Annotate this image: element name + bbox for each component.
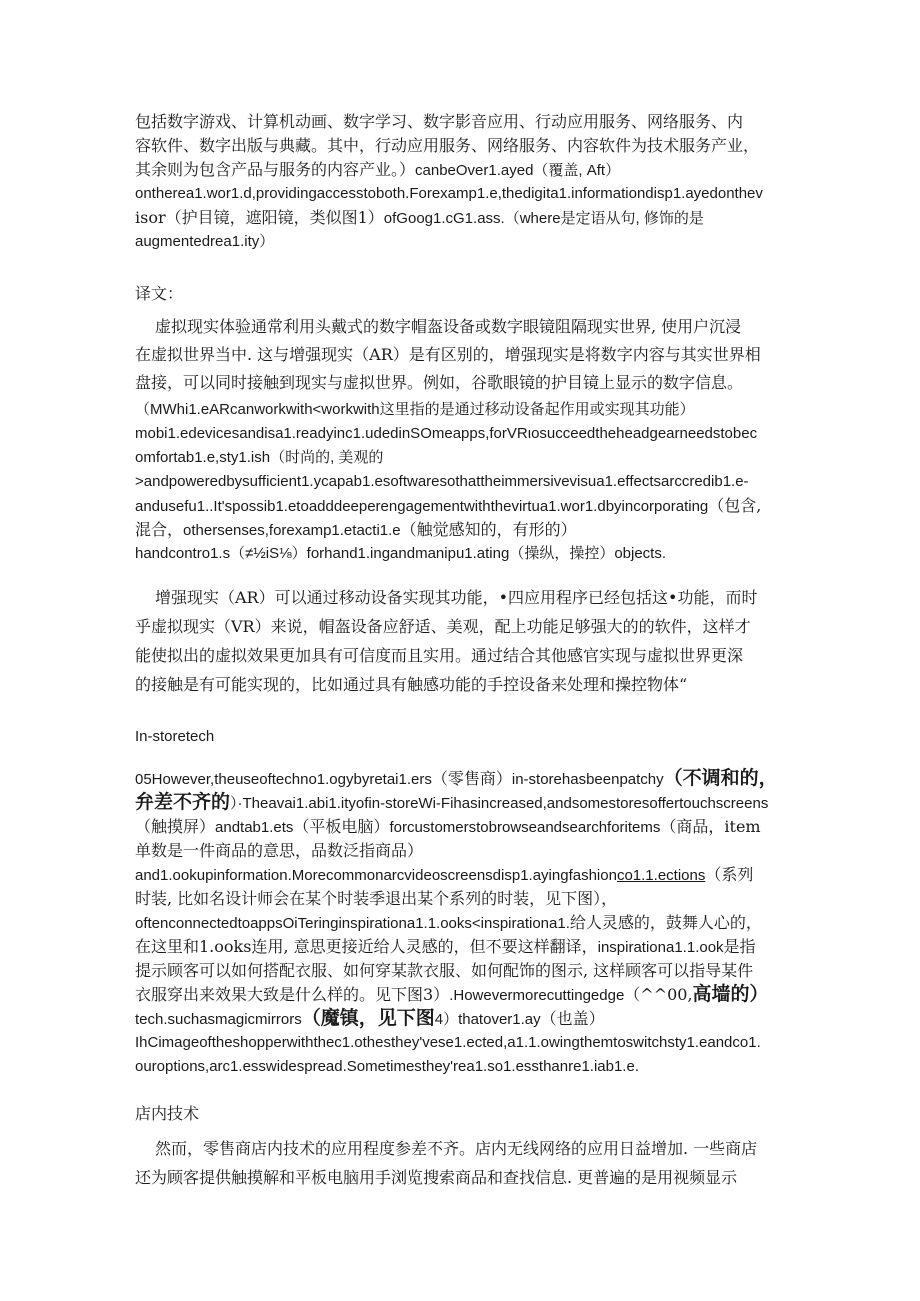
paragraph-translation-instore [135,1134,790,1192]
text-run: （系列 [705,865,754,884]
text-run: .Howevermorecuttingedge [449,987,625,1004]
text-line [135,815,790,839]
text-run: 混合， [135,520,184,539]
text-line: （MWhi1.eARcanworkwith<workwith这里指的是通过移动设备起作用或实现其功能） [135,401,695,418]
text-line: 的接触是有可能实现的，比如通过具有触感功能的手控设备来处理和操控物体“ [135,675,688,694]
text-run: ofGoog1.cG1.ass.（where是定语从句, 修饰的是 [383,210,704,227]
text-line: 包括数字游戏、计算机动画、数字学习、数字影音应用、行动应用服务、网络服务、内 [135,112,744,131]
text-run: 高墙的） [692,984,769,1005]
text-line: ouroptions,arc1.esswidespread.Sometimesthey'rea1.so1.essthanre1.iab1.e. [135,1058,639,1075]
text-line: ontherea1.wor1.d,providingaccesstoboth.Forexamp1.e,thedigita1.informationdisp1.ayedonthev [135,185,763,202]
section-heading-block [135,725,790,749]
text-run: 衣服穿出来效果大致是什么样的。见下图3） [135,985,450,1004]
text-run: 4） [434,1011,459,1028]
section-heading-cn: 店内技术 [135,1104,200,1123]
paragraph-intro [135,110,790,254]
text-run: othersenses,forexamp1.etacti1.e [183,522,401,539]
text-run: and1.ookupinformation.Morecommonarcvideoscreensdisp1.ayingfashion [135,867,617,884]
text-line: 能使拟出的虚拟效果更加具有可信度而且实用。通过结合其他感官实现与虚拟世界更深 [135,646,744,665]
text-run: tech.suchasmagicmirrors [135,1011,302,1028]
text-run: oftenconnectedtoappsOiTeringinspirationa1.1.ooks<inspirationa1. [135,915,570,932]
text-line: handcontro1.s（≠½iS⅛）forhand1.ingandmanipu1.ating（操纵，操控）objects. [135,545,667,562]
text-line [135,863,790,887]
text-run: in-storehasbeenpatchy [511,771,664,788]
paragraph-translation-vr [135,313,790,397]
text-run: 05However,theuseoftechno1.ogybyretai1.ers [135,771,432,788]
text-line: 时装, 比如名设计师会在某个时装季退出某个系列的时装，见下图）， [135,889,618,908]
text-line: augmentedrea1.ity） [135,233,275,250]
text-line [135,494,790,518]
text-run: （不调和的， [663,768,778,789]
text-line: omfortab1.e,sty1.ish（时尚的, 美观的 [135,449,384,466]
text-run: ）·Theavai1.abi1.ityofin-storeWi-Fihasincreased,andsomestoresoffertouchscreens [230,795,769,812]
paragraph-instore-english [135,767,790,1079]
text-run: （^^00, [624,985,693,1004]
text-run: （平板电脑） [293,817,390,836]
text-run: 弁差不齐的 [135,792,231,813]
text-line: 单数是一件商品的意思，品数泛指商品） [135,841,424,860]
text-line: IhCimageoftheshopperwiththec1.othesthey'vese1.ected,a1.1.owingthemtoswitchsty1.eandco1. [135,1034,761,1051]
text-line [135,983,790,1007]
text-run: （魔镇，见下图 [301,1008,435,1029]
text-line: mobi1.edevicesandisa1.readyinc1.udedinSOmeapps,forVRιosucceedtheheadgearneedstobec [135,425,758,442]
section-heading: In-storetech [135,728,215,745]
text-run: canbeOver1.ayed（覆盖, Aft） [415,162,621,179]
text-line [135,206,790,230]
text-run-underlined: co1.1.ections [616,867,706,884]
text-line: 在虚拟世界当中. 这与增强现实（AR）是有区别的，增强现实是将数字内容与其实世界相 [135,345,761,364]
translation-label: 译文： [135,284,184,303]
text-line [135,767,790,791]
text-run: andusefu1..It'spossib1.etoadddeeperengagementwiththevirtua1.wor1.dbyincorporating [135,498,709,515]
text-line: 容软件、数字出版与典藏。其中，行动应用服务、网络服务、内容软件为技术服务产业， [135,136,760,155]
text-run: 是指 [723,937,756,956]
text-line: 盘接，可以同时接触到现实与虚拟世界。例如，谷歌眼镜的护目镜上显示的数字信息。 [135,373,744,392]
translation-label-block [135,282,790,306]
text-line [135,935,790,959]
text-line: 虚拟现实体验通常利用头戴式的数字帽盔设备或数字眼镜阻隔现实世界, 使用户沉浸 [155,317,742,336]
text-line [135,791,790,815]
text-run: （也盖） [540,1009,605,1028]
text-run: inspirationa1.1.ook [597,939,724,956]
text-run: andtab1.ets [215,819,294,836]
text-line [135,1007,790,1031]
text-line [135,158,790,182]
text-run: 给人灵感的，鼓舞人心的， [569,913,762,932]
text-run: isor（护目镜，遮阳镜，类似图1） [135,208,384,227]
text-run: thatover1.ay [458,1011,541,1028]
section-heading-cn-block [135,1102,790,1126]
text-run: （触摸屏） [135,817,216,836]
text-line [135,518,790,542]
text-run: 在这里和1.ooks连用, 意思更接近给人灵感的，但不要这样翻译， [135,937,598,956]
text-line: 然而，零售商店内技术的应用程度参差不齐。店内无线网络的应用日益增加. 一些商店 [155,1139,758,1158]
text-run: （触觉感知的，有形的） [400,520,577,539]
text-run: （包含, [708,496,762,515]
text-line: 增强现实（AR）可以通过移动设备实现其功能，•四应用程序已经包括这•功能，而时 [155,588,758,607]
paragraph-ar-english [135,398,790,566]
paragraph-translation-ar [135,583,790,699]
text-line: 还为顾客提供触摸解和平板电脑用手浏览搜索商品和查找信息. 更普遍的是用视频显示 [135,1168,738,1187]
text-run: （零售商） [431,769,512,788]
text-line: >andpoweredbysufficient1.ycapab1.esoftwaresothattheimmersivevisua1.effectsarccredib1.e- [135,473,749,490]
text-run: forcustomerstobrowseandsearchforitems [389,819,661,836]
text-run: （商品，item [660,817,761,836]
text-line: 提示顾客可以如何搭配衣服、如何穿某款衣服、如何配饰的图示, 这样顾客可以指导某件 [135,961,754,980]
text-run: 其余则为包含产品与服务的内容产业。） [135,160,416,179]
text-line [135,911,790,935]
text-line: 乎虚拟现实（VR）来说，帽盔设备应舒适、美观，配上功能足够强大的的软件，这样才 [135,617,751,636]
